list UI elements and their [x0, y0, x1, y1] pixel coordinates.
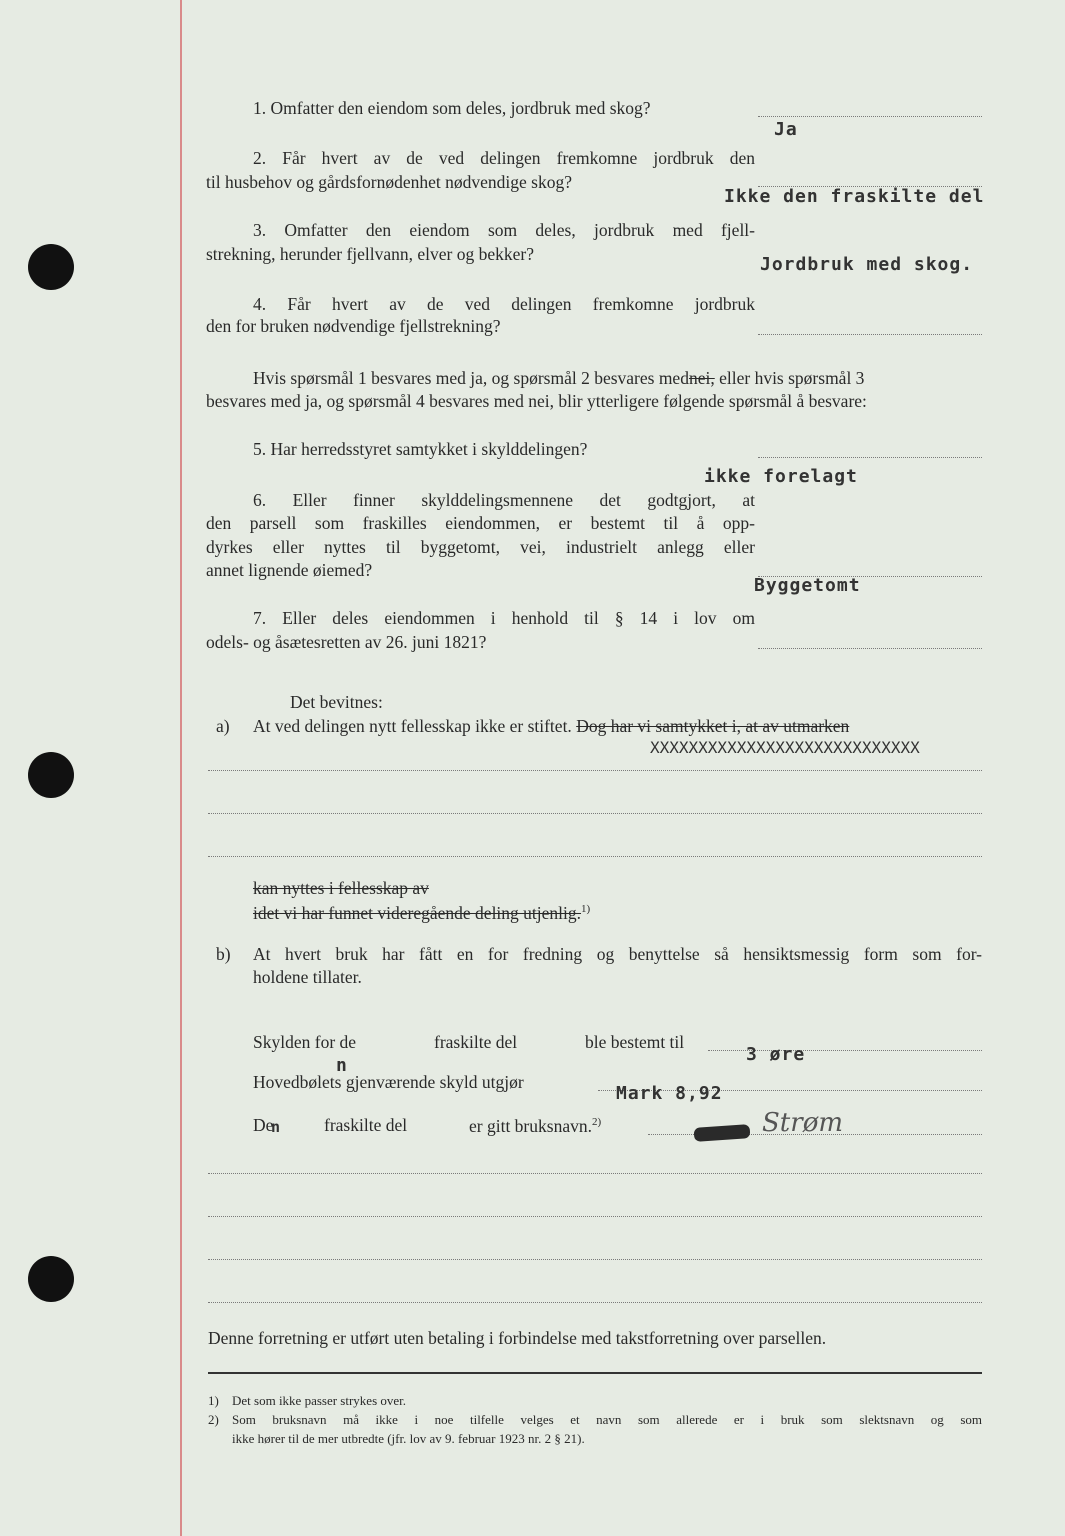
closing-statement: Denne forretning er utført uten betaling i forbindelse med takstforretning over parsellen.	[208, 1328, 827, 1348]
footnote-ref: 2)	[591, 1116, 602, 1128]
attest-heading: Det bevitnes:	[290, 692, 383, 712]
attest-tail	[253, 904, 590, 922]
question-7-line-1: 7. Eller deles eiendommen i henhold til § 14 i lov om	[253, 608, 755, 628]
answer-3: Jordbruk med skog.	[760, 254, 974, 275]
answer-1: Ja	[774, 119, 798, 140]
footnote-2-mark: 2)	[208, 1412, 219, 1427]
attest-a-label: a)	[216, 716, 230, 736]
struck-line: kan nyttes i fellesskap av	[253, 878, 429, 898]
punch-hole-middle	[28, 752, 74, 798]
answer-5: ikke forelagt	[704, 466, 858, 487]
condition-text-pre: Hvis spørsmål 1 besvares med ja, og spørsmål 2 besvares med	[253, 368, 689, 388]
footnote-2-line-2: ikke hører til de mer utbredte (jfr. lov av 9. februar 1923 nr. 2 § 21).	[232, 1431, 585, 1446]
question-6-line-1: 6. Eller finner skylddelingsmennene det godtgjort, at	[253, 490, 755, 510]
blank-line	[208, 770, 982, 771]
ink-blot	[694, 1124, 751, 1142]
answer-2: Ikke den fraskilte del	[724, 186, 985, 207]
answer-line	[758, 457, 982, 458]
question-1: 1. Omfatter den eiendom som deles, jordbruk med skog?	[253, 98, 651, 118]
footnote-2-line-1: Som bruksnavn må ikke i noe tilfelle velges et navn som allerede er i bruk som slektsnavn og som	[232, 1412, 982, 1427]
blank-line	[208, 1259, 982, 1260]
footnote-1-mark: 1)	[208, 1393, 219, 1408]
blank-line	[208, 856, 982, 857]
condition-line-2: besvares med ja, og spørsmål 4 besvares med nei, blir ytterligere følgende spørsmål å besvare:	[206, 391, 867, 411]
skyld-line-1-b: fraskilte del	[434, 1032, 518, 1052]
question-7-line-2: odels- og åsætesretten av 26. juni 1821?	[206, 632, 487, 652]
question-3-line-2: strekning, herunder fjellvann, elver og bekker?	[206, 244, 534, 264]
skyld-answer-2: Mark 8,92	[616, 1083, 723, 1104]
attest-a-struck: Dog har vi samtykket i, at av utmarken	[576, 716, 850, 736]
margin-line	[180, 0, 182, 1536]
question-6-line-4: annet lignende øiemed?	[206, 560, 373, 580]
answer-line	[758, 334, 982, 335]
skyld-answer-1: 3 øre	[746, 1044, 806, 1065]
answer-6: Byggetomt	[754, 575, 861, 596]
attest-tail-text: idet vi har funnet videregående deling utjenlig.	[253, 902, 582, 923]
answer-line	[758, 648, 982, 649]
bruksnavn-signature: Strøm	[762, 1108, 843, 1138]
question-3-line-1: 3. Omfatter den eiendom som deles, jordbruk med fjell-	[253, 220, 755, 240]
question-2-line-2: til husbehov og gårdsfornødenhet nødvendige skog?	[206, 172, 572, 192]
blank-line	[208, 1302, 982, 1303]
skyld-line-3-text: er gitt bruksnavn.	[469, 1115, 592, 1136]
skyld-line-1-a: Skylden for de	[253, 1032, 357, 1052]
skyld-line-3-b: fraskilte del	[324, 1115, 408, 1135]
question-4-line-1: 4. Får hvert av de ved delingen fremkomne jordbruk	[253, 294, 755, 314]
skyld-line-1-c: ble bestemt til	[585, 1032, 685, 1052]
condition-text-post: eller hvis spørsmål 3	[719, 368, 865, 388]
blank-line	[208, 1216, 982, 1217]
answer-line	[758, 116, 982, 117]
inserted-n-2: n	[271, 1118, 282, 1136]
punch-hole-bottom	[28, 1256, 74, 1302]
typed-x-line: XXXXXXXXXXXXXXXXXXXXXXXXXXXX	[650, 738, 920, 757]
blank-line	[208, 813, 982, 814]
footnote-divider	[208, 1372, 982, 1374]
inserted-n: n	[336, 1055, 348, 1076]
question-6-line-3: dyrkes eller nyttes til byggetomt, vei, industrielt anlegg eller	[206, 537, 755, 557]
answer-line	[758, 186, 982, 187]
punch-hole-top	[28, 244, 74, 290]
skyld-line-2: Hovedbølets gjenværende skyld utgjør	[253, 1072, 524, 1092]
question-4-line-2: den for bruken nødvendige fjellstrekning?	[206, 316, 501, 336]
blank-line	[208, 1173, 982, 1174]
attest-b-line-2: holdene tillater.	[253, 967, 362, 987]
attest-b-line-1: At hvert bruk har fått en for fredning og benyttelse så hensiktsmessig form som for-	[253, 944, 982, 964]
attest-a-text	[253, 718, 849, 736]
attest-a-main: At ved delingen nytt fellesskap ikke er stiftet.	[253, 716, 572, 736]
question-6-line-2: den parsell som fraskilles eiendommen, er bestemt til å opp-	[206, 513, 755, 533]
footnote-1: Det som ikke passer strykes over.	[232, 1393, 407, 1408]
struck-word: nei,	[688, 368, 715, 388]
condition-line-1	[253, 370, 864, 388]
skyld-line-3-c	[469, 1117, 601, 1135]
question-2-line-1: 2. Får hvert av de ved delingen fremkomne jordbruk den	[253, 148, 755, 168]
skyld-line-3-a: De	[253, 1115, 274, 1135]
footnote-ref: 1)	[581, 903, 591, 915]
question-5: 5. Har herredsstyret samtykket i skylddelingen?	[253, 439, 588, 459]
attest-b-label: b)	[216, 944, 231, 964]
